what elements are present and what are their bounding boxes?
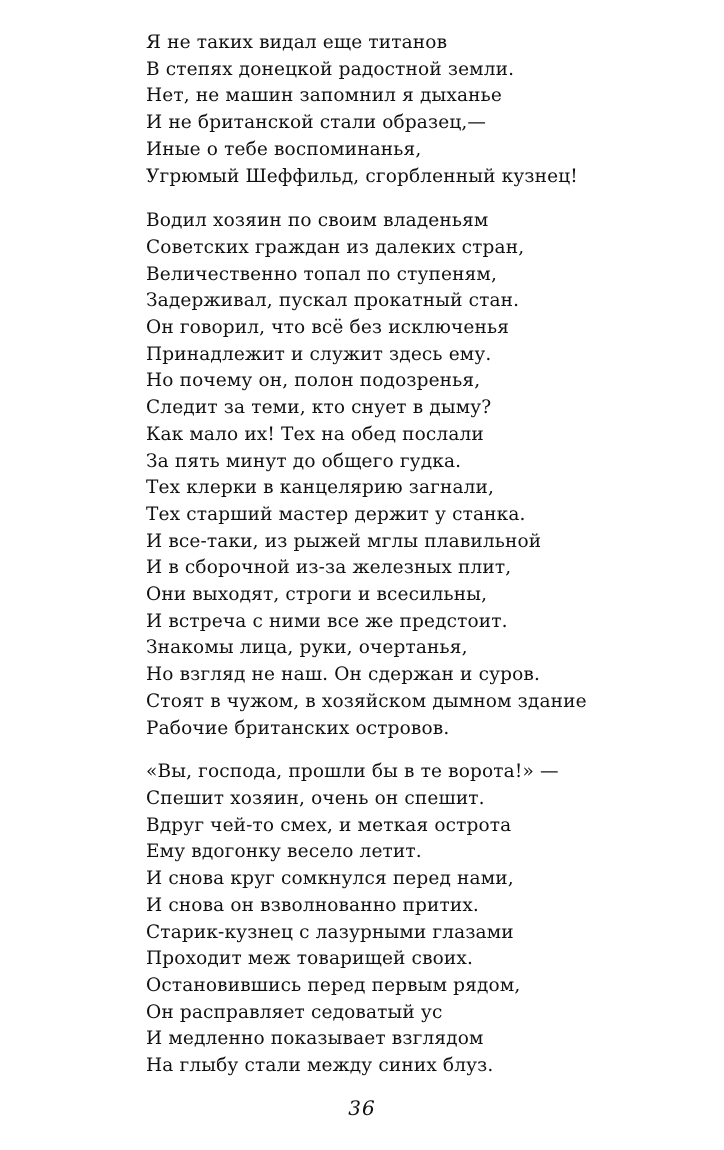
poem-line: Тех старший мастер держит у станка.: [146, 503, 526, 525]
poem-line: И все-таки, из рыжей мглы плавильной: [146, 530, 542, 552]
poem-line: И снова он взволнованно притих.: [146, 894, 479, 916]
poem-line: Я не таких видал еще титанов: [146, 32, 448, 53]
poem-line: В степях донецкой радостной земли.: [146, 58, 515, 80]
poem-line: Ему вдогонку весело летит.: [146, 841, 422, 863]
stanza-2: [146, 208, 616, 742]
stanza-1: [146, 30, 616, 190]
poem-line: За пять минут до общего гудка.: [146, 450, 462, 472]
poem-line: Тех клерки в канцелярию загнали,: [146, 477, 495, 499]
poem-line: Вдруг чей-то смех, и меткая острота: [146, 814, 512, 836]
poem-line: Он расправляет седоватый ус: [146, 1001, 443, 1023]
poem-line: Угрюмый Шеффильд, сгорбленный кузнец!: [146, 165, 578, 187]
poem-line: На глыбу стали между синих блуз.: [146, 1055, 494, 1077]
poem-line: Но почему он, полон подозренья,: [146, 370, 481, 392]
poem-line: Он говорил, что всё без исключенья: [146, 317, 510, 339]
poem-line: Нет, не машин запомнил я дыханье: [146, 85, 502, 107]
poem-line: Водил хозяин по своим владеньям: [146, 210, 489, 232]
poem-line: Принадлежит и служит здесь ему.: [146, 343, 492, 365]
poem-line: Спешит хозяин, очень он спешит.: [146, 787, 485, 809]
poem-line: Величественно топал по ступеням,: [146, 263, 497, 285]
poem-line: Стоят в чужом, в хозяйском дымном здание: [146, 690, 587, 712]
poem-line: Они выходят, строги и всесильны,: [146, 584, 488, 606]
poem-text: [146, 30, 616, 1080]
poem-line: «Вы, господа, прошли бы в те ворота!» —: [146, 761, 559, 783]
poem-line: Остановившись перед первым рядом,: [146, 974, 521, 996]
poem-line: Следит за теми, кто снует в дыму?: [146, 397, 492, 419]
page-number: 36: [348, 1096, 376, 1120]
poem-line: Задерживал, пускал прокатный стан.: [146, 290, 520, 312]
poem-line: Как мало их! Тех на обед послали: [146, 423, 484, 445]
poem-line: И встреча с ними все же предстоит.: [146, 610, 508, 632]
poem-line: Проходит меж товарищей своих.: [146, 948, 474, 970]
poem-line: Знакомы лица, руки, очертанья,: [146, 637, 468, 659]
poem-line: И снова круг сомкнулся перед нами,: [146, 868, 514, 890]
poem-line: И не британской стали образец,—: [146, 112, 487, 134]
poem-line: Старик-кузнец с лазурными глазами: [146, 921, 514, 943]
poem-line: И медленно показывает взглядом: [146, 1028, 484, 1050]
poem-line: Рабочие британских островов.: [146, 717, 450, 739]
poem-line: Но взгляд не наш. Он сдержан и суров.: [146, 664, 540, 686]
poem-line: Советских граждан из далеких стран,: [146, 236, 525, 258]
stanza-3: [146, 759, 616, 1079]
poem-line: И в сборочной из-за железных плит,: [146, 557, 512, 579]
poem-line: Иные о тебе воспоминанья,: [146, 138, 422, 160]
